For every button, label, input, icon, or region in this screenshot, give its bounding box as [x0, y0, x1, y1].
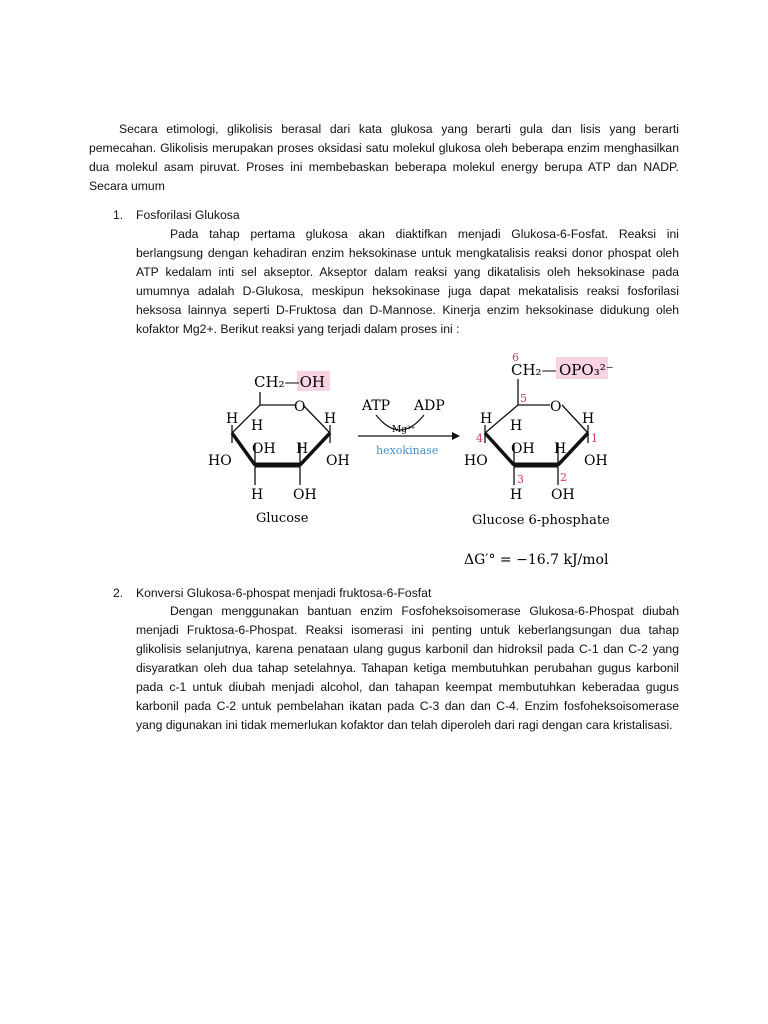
glucose-ch2oh: CH₂—OH: [254, 373, 325, 391]
glucose-h-c1-top: H: [324, 411, 337, 427]
glucose-caption: Glucose: [256, 511, 309, 526]
glucose-ho-c4: HO: [208, 453, 232, 469]
adp-label: ADP: [414, 398, 445, 414]
carbon-6-number: 6: [512, 351, 519, 364]
carbon-1-number: 1: [591, 432, 598, 445]
atp-label: ATP: [362, 398, 391, 414]
product-ring-oxygen: O: [550, 399, 562, 415]
section-2-title: Konversi Glukosa-6-phospat menjadi fruktosa-6-Fosfat: [136, 586, 432, 600]
intro-paragraph: Secara etimologi, glikolisis berasal dari kata glukosa yang berarti gula dan lisis yang berarti pemecahan. Glikolisis merupakan proses oksidasi satu molekul glukosa oleh beberapa enzim menghasilkan dua molekul asam piruvat. Proses ini membebaskan beberapa molekul energy berupa ATP dan NADP. Secara umum: [89, 122, 679, 193]
glucose-h-c5: H: [251, 418, 264, 434]
reaction-arrowhead: [452, 432, 460, 440]
carbon-2-number: 2: [560, 471, 567, 484]
hexokinase-label: hexokinase: [376, 444, 439, 457]
product-h-c5: H: [510, 418, 523, 434]
glucose-oh-c1: OH: [326, 453, 350, 469]
carbon-4-number: 4: [476, 432, 483, 445]
product-h-c3: H: [510, 487, 523, 503]
section-1-title: Fosforilasi Glukosa: [136, 208, 240, 222]
delta-g-value: ΔG′° = −16.7 kJ/mol: [464, 552, 609, 568]
glucose-oh-c3: OH: [252, 441, 276, 457]
glucose-h-c2: H: [296, 441, 309, 457]
product-oh-c3: OH: [511, 441, 535, 457]
product-oh-c1: OH: [584, 453, 608, 469]
hexokinase-reaction-diagram: [200, 345, 630, 575]
product-caption: Glucose 6-phosphate: [472, 513, 610, 528]
product-ch2: CH₂—: [511, 361, 557, 379]
product-ring: [485, 379, 588, 485]
glucose-oh-c2: OH: [293, 487, 317, 503]
carbon-5-number: 5: [520, 392, 527, 405]
section-1-body: Pada tahap pertama glukosa akan diaktifkan menjadi Glukosa-6-Fosfat. Reaksi ini berlangsung dengan kehadiran enzim heksokinase untuk mengkatalisis reaksi donor phospat oleh ATP kedalam inti sel akseptor. Akseptor dalam reaksi yang dikatalisis oleh heksokinase pada umumnya adalah D-Glukosa, meskipun heksokinase juga dapat mekatalisis reaksi fosforilasi heksosa lainnya seperti D-Fruktosa dan D-Mannose. Kinerja enzim heksokinase didukung oleh kofaktor Mg2+. Berikut reaksi yang terjadi dalam proses ini :: [136, 227, 679, 336]
glucose-h-c3: H: [251, 487, 264, 503]
glucose-ring: [232, 392, 330, 485]
product-ho-c4: HO: [464, 453, 488, 469]
product-h-c2: H: [554, 441, 567, 457]
product-h-c1-top: H: [582, 411, 595, 427]
section-1-number: 1.: [113, 208, 124, 222]
carbon-3-number: 3: [517, 473, 524, 486]
product-oh-c2: OH: [551, 487, 575, 503]
section-2-number: 2.: [113, 586, 124, 600]
mg-cofactor-label: Mg²⁺: [392, 425, 416, 435]
glucose-h-c4-top: H: [226, 411, 239, 427]
product-phosphate: OPO₃²⁻: [559, 361, 614, 379]
glucose-ring-oxygen: O: [294, 399, 306, 415]
section-2-body: Dengan menggunakan bantuan enzim Fosfoheksoisomerase Glukosa-6-Phospat diubah menjadi Fruktosa-6-Phospat. Reaksi isomerasi ini penting untuk keberlangsungan dua tahap glikolisis selanjutnya, karena penataan ulang gugus karbonil dan hidroksil pada C-1 dan C-2 yang disyaratkan oleh dua tahap setelahnya. Tahapan ketiga membutuhkan perubahan gugus karbonil pada c-1 untuk diubah menjadi alcohol, dan tahapan keempat membutuhkan keberadaa gugus karbonil pada C-2 untuk pembelahan ikatan pada C-3 dan dan C-4. Enzim fosfoheksoisomerase yang digunakan ini tidak memerlukan kofaktor dan telah diperoleh dari ragi dengan cara kristalisasi.: [136, 604, 679, 732]
product-h-c4-top: H: [480, 411, 493, 427]
